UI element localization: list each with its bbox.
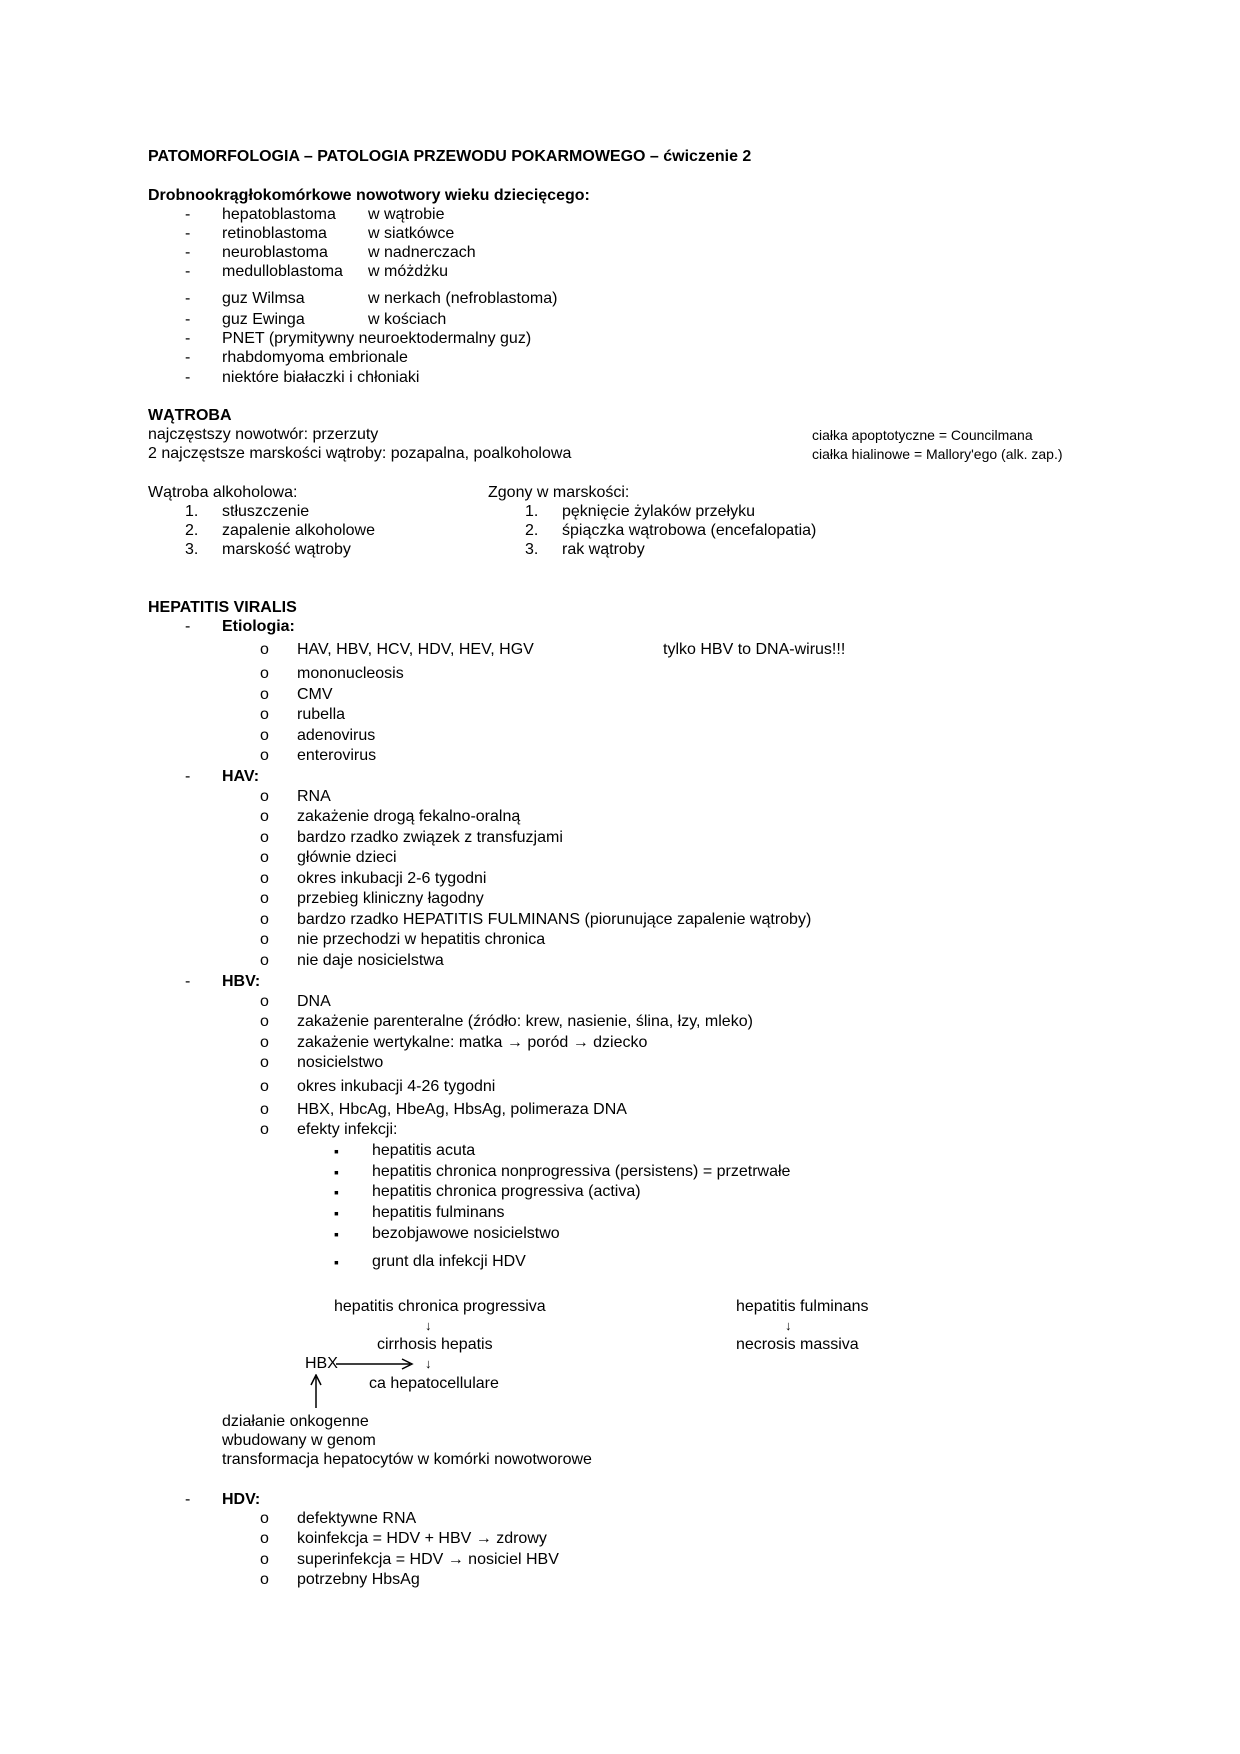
deaths-item-number: 3. — [525, 541, 539, 558]
diagram-note: działanie onkogenne — [222, 1413, 369, 1430]
tumor-bullet: - — [185, 263, 191, 280]
alcoholic-heading: Wątroba alkoholowa: — [148, 484, 298, 501]
diagram-ca: ca hepatocellulare — [369, 1375, 499, 1392]
effect-item: hepatitis fulminans — [372, 1204, 505, 1221]
diagram-arrow-down-2: ↓ — [425, 1356, 432, 1371]
deaths-heading: Zgony w marskości: — [488, 484, 630, 501]
tumors-heading: Drobnookrągłokomórkowe nowotwory wieku dziecięcego: — [148, 187, 590, 204]
hav-bullet: o — [260, 890, 269, 907]
hdv-label: HDV: — [222, 1491, 261, 1508]
diagram-arrow-right-icon — [336, 1356, 416, 1372]
tumor-bullet: - — [185, 206, 191, 223]
hbv-bullet: o — [260, 1101, 269, 1118]
hbv-item: efekty infekcji: — [297, 1121, 398, 1138]
hav-bullet: o — [260, 829, 269, 846]
hav-bullet: o — [260, 870, 269, 887]
liver-note-1: ciałka apoptotyczne = Councilmana — [812, 427, 1033, 443]
hav-item: bardzo rzadko HEPATITIS FULMINANS (piorunujące zapalenie wątroby) — [297, 911, 812, 928]
hav-bullet: o — [260, 808, 269, 825]
deaths-item: rak wątroby — [562, 541, 645, 558]
etiology-note: tylko HBV to DNA-wirus!!! — [663, 641, 846, 658]
hdv-bullet: o — [260, 1551, 269, 1568]
effect-item: grunt dla infekcji HDV — [372, 1253, 526, 1270]
effect-bullet: ▪ — [334, 1164, 339, 1180]
hbv-item: zakażenie parenteralne (źródło: krew, nasienie, ślina, łzy, mleko) — [297, 1013, 753, 1030]
hbv-bullet: o — [260, 1034, 269, 1051]
hav-label: HAV: — [222, 768, 260, 785]
tumor-location: w siatkówce — [368, 225, 455, 242]
hbv-item: nosicielstwo — [297, 1054, 384, 1071]
diagram-progressiva: hepatitis chronica progressiva — [334, 1298, 546, 1315]
liver-line-2: 2 najczęstsze marskości wątroby: pozapalna, poalkoholowa — [148, 445, 572, 462]
tumor-bullet: - — [185, 369, 191, 386]
hbv-label: HBV: — [222, 973, 261, 990]
diagram-fulminans: hepatitis fulminans — [736, 1298, 869, 1315]
deaths-item: pęknięcie żylaków przełyku — [562, 503, 755, 520]
hav-item: nie daje nosicielstwa — [297, 952, 444, 969]
hbv-bullet: o — [260, 993, 269, 1010]
effect-bullet: ▪ — [334, 1205, 339, 1221]
tumor-name: medulloblastoma — [222, 263, 343, 280]
effect-item: hepatitis chronica nonprogressiva (persistens) = przetrwałe — [372, 1163, 791, 1180]
alcoholic-item-number: 2. — [185, 522, 199, 539]
hav-item: nie przechodzi w hepatitis chronica — [297, 931, 546, 948]
effect-item: bezobjawowe nosicielstwo — [372, 1225, 560, 1242]
hbv-dash: - — [185, 973, 191, 990]
hdv-item: defektywne RNA — [297, 1510, 417, 1527]
tumor-name: guz Ewinga — [222, 311, 305, 328]
tumor-name: PNET (prymitywny neuroektodermalny guz) — [222, 330, 532, 347]
liver-heading: WĄTROBA — [148, 407, 232, 424]
tumor-bullet: - — [185, 290, 191, 307]
hdv-item: superinfekcja = HDV → nosiciel HBV — [297, 1551, 559, 1568]
hbv-bullet: o — [260, 1013, 269, 1030]
hdv-bullet: o — [260, 1510, 269, 1527]
etiology-item: HAV, HBV, HCV, HDV, HEV, HGV — [297, 641, 534, 658]
diagram-hbx: HBX — [305, 1355, 338, 1372]
hav-item: bardzo rzadko związek z transfuzjami — [297, 829, 563, 846]
hav-bullet: o — [260, 931, 269, 948]
tumor-bullet: - — [185, 349, 191, 366]
tumor-bullet: - — [185, 244, 191, 261]
deaths-item-number: 1. — [525, 503, 539, 520]
hbv-item: DNA — [297, 993, 331, 1010]
tumor-bullet: - — [185, 311, 191, 328]
etiology-bullet: o — [260, 641, 269, 658]
etiology-item: rubella — [297, 706, 346, 723]
hbv-bullet: o — [260, 1121, 269, 1138]
hav-bullet: o — [260, 849, 269, 866]
page-title: PATOMORFOLOGIA – PATOLOGIA PRZEWODU POKARMOWEGO – ćwiczenie 2 — [148, 148, 752, 165]
tumor-name: rhabdomyoma embrionale — [222, 349, 408, 366]
hbv-bullet: o — [260, 1054, 269, 1071]
etiology-bullet: o — [260, 686, 269, 703]
hdv-bullet: o — [260, 1571, 269, 1588]
tumor-name: niektóre białaczki i chłoniaki — [222, 369, 420, 386]
diagram-cirrhosis: cirrhosis hepatis — [377, 1336, 493, 1353]
etiology-item: adenovirus — [297, 727, 376, 744]
tumor-bullet: - — [185, 225, 191, 242]
tumor-location: w wątrobie — [368, 206, 445, 223]
alcoholic-item: stłuszczenie — [222, 503, 310, 520]
hbv-item: HBX, HbcAg, HbeAg, HbsAg, polimeraza DNA — [297, 1101, 627, 1118]
hbv-bullet: o — [260, 1078, 269, 1095]
tumor-name: neuroblastoma — [222, 244, 328, 261]
tumor-location: w nerkach (nefroblastoma) — [368, 290, 558, 307]
diagram-arrow-down-1: ↓ — [425, 1318, 432, 1333]
hdv-item: koinfekcja = HDV + HBV → zdrowy — [297, 1530, 547, 1547]
hbv-item: okres inkubacji 4-26 tygodni — [297, 1078, 496, 1095]
tumor-name: guz Wilmsa — [222, 290, 305, 307]
etiology-item: enterovirus — [297, 747, 377, 764]
etiology-bullet: o — [260, 665, 269, 682]
hav-bullet: o — [260, 788, 269, 805]
hav-item: głównie dzieci — [297, 849, 397, 866]
diagram-arrow-down-3: ↓ — [785, 1318, 792, 1333]
tumor-name: hepatoblastoma — [222, 206, 336, 223]
etiology-label: Etiologia: — [222, 618, 295, 635]
tumor-bullet: - — [185, 330, 191, 347]
alcoholic-item: marskość wątroby — [222, 541, 351, 558]
hav-item: zakażenie drogą fekalno-oralną — [297, 808, 521, 825]
tumor-location: w kościach — [368, 311, 447, 328]
etiology-dash: - — [185, 618, 191, 635]
hav-bullet: o — [260, 952, 269, 969]
effect-bullet: ▪ — [334, 1143, 339, 1159]
tumor-location: w nadnerczach — [368, 244, 476, 261]
hdv-item: potrzebny HbsAg — [297, 1571, 420, 1588]
etiology-bullet: o — [260, 747, 269, 764]
etiology-item: CMV — [297, 686, 333, 703]
hepatitis-heading: HEPATITIS VIRALIS — [148, 599, 297, 616]
etiology-bullet: o — [260, 727, 269, 744]
alcoholic-item-number: 1. — [185, 503, 199, 520]
hav-bullet: o — [260, 911, 269, 928]
hdv-dash: - — [185, 1491, 191, 1508]
liver-note-2: ciałka hialinowe = Mallory'ego (alk. zap.) — [812, 446, 1063, 462]
deaths-item-number: 2. — [525, 522, 539, 539]
tumor-name: retinoblastoma — [222, 225, 327, 242]
effect-bullet: ▪ — [334, 1184, 339, 1200]
hav-item: okres inkubacji 2-6 tygodni — [297, 870, 487, 887]
alcoholic-item: zapalenie alkoholowe — [222, 522, 375, 539]
hav-dash: - — [185, 768, 191, 785]
alcoholic-item-number: 3. — [185, 541, 199, 558]
effect-bullet: ▪ — [334, 1226, 339, 1242]
hbv-item: zakażenie wertykalne: matka → poród → dziecko — [297, 1034, 648, 1051]
etiology-bullet: o — [260, 706, 269, 723]
diagram-note: wbudowany w genom — [222, 1432, 376, 1449]
diagram-necrosis: necrosis massiva — [736, 1336, 859, 1353]
diagram-arrow-up-icon — [308, 1374, 324, 1408]
effect-bullet: ▪ — [334, 1254, 339, 1270]
hav-item: przebieg kliniczny łagodny — [297, 890, 484, 907]
tumor-location: w móżdżku — [368, 263, 449, 280]
diagram-note: transformacja hepatocytów w komórki nowotworowe — [222, 1451, 592, 1468]
liver-line-1: najczęstszy nowotwór: przerzuty — [148, 426, 379, 443]
deaths-item: śpiączka wątrobowa (encefalopatia) — [562, 522, 817, 539]
effect-item: hepatitis acuta — [372, 1142, 476, 1159]
hdv-bullet: o — [260, 1530, 269, 1547]
hav-item: RNA — [297, 788, 331, 805]
etiology-item: mononucleosis — [297, 665, 404, 682]
effect-item: hepatitis chronica progressiva (activa) — [372, 1183, 641, 1200]
